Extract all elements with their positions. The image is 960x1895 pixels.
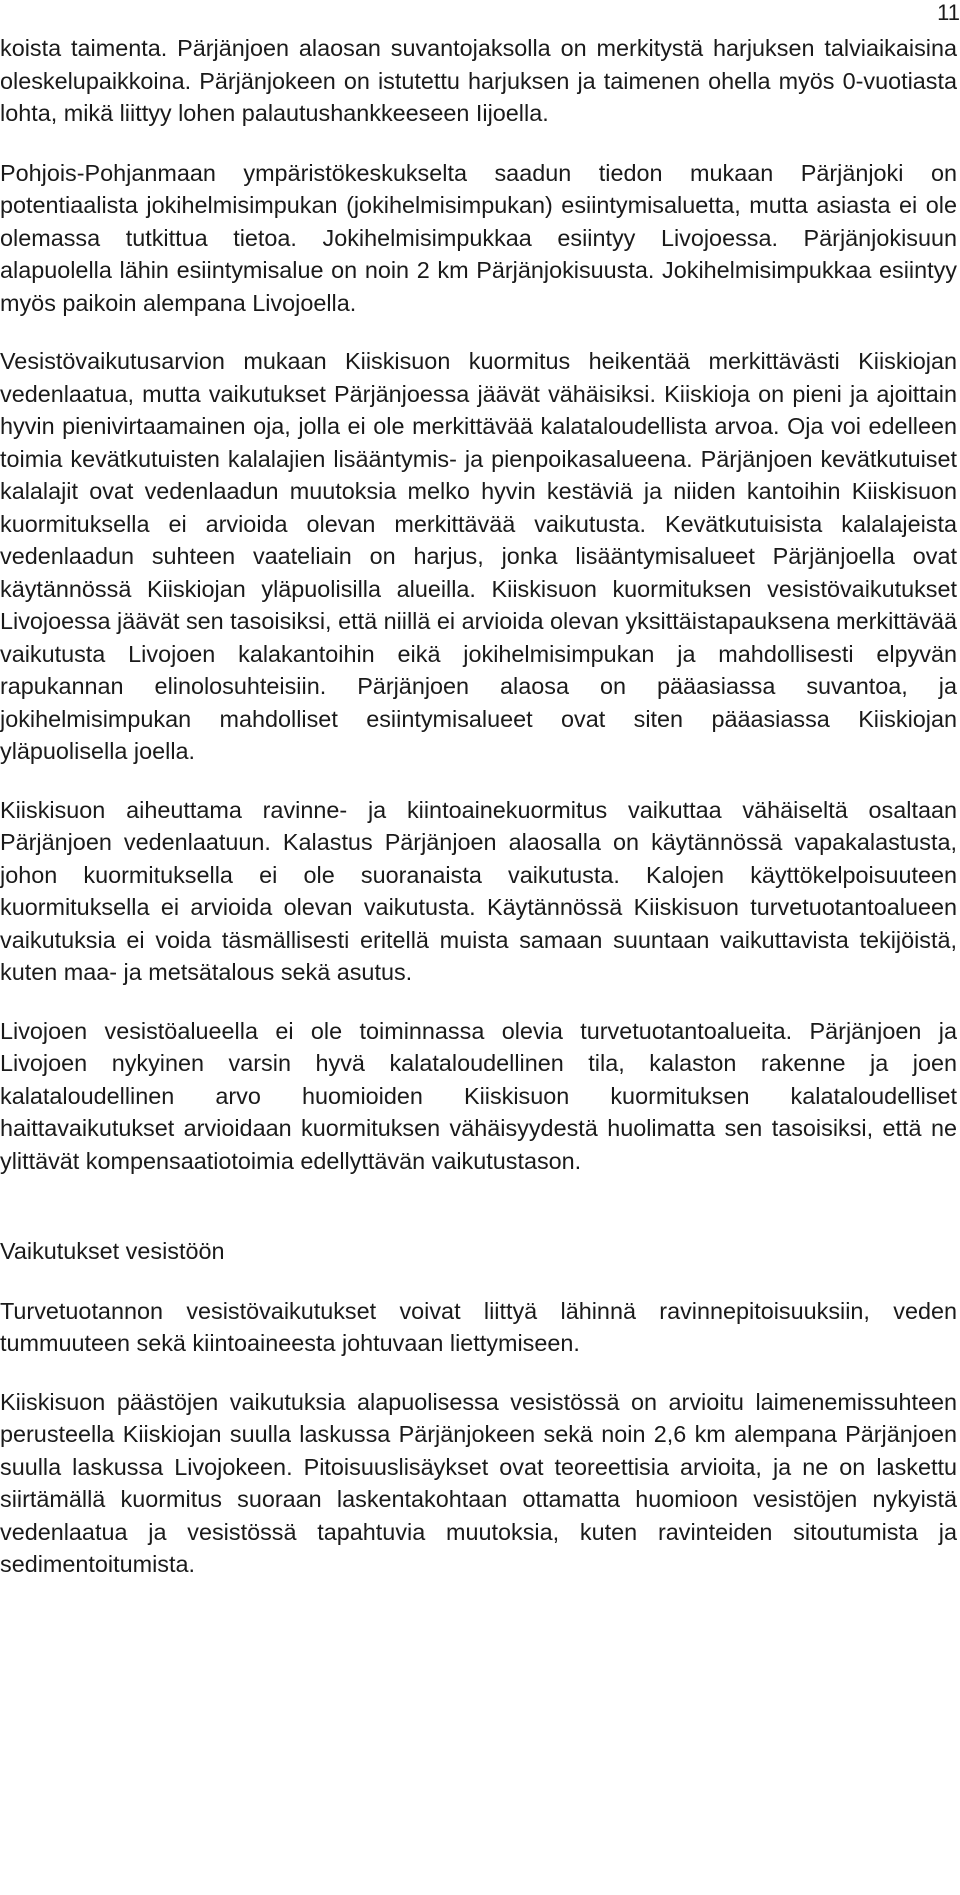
paragraph: Vesistövaikutusarvion mukaan Kiiskisuon kuormitus heikentää merkittävästi Kiiskiojan vedenlaatua, mutta vaikutukset Pärjänjoessa jäävät vähäisiksi. Kiiskioja on pieni ja ajoittain hyvin pienivirtaamainen oja, jolla ei ole merkittävää kalataloudellista arvoa. Oja voi edelleen toimia kevätkutuisten kalalajien lisääntymis- ja pienpoikasalueena. Pärjänjoen kevätkutuiset kalalajit ovat vedenlaadun muutoksia melko hyvin kestäviä ja niiden kantoihin Kiiskisuon kuormituksella ei arvioida olevan merkittävää vaikutusta. Kevätkutuisista kalalajeista vedenlaadun suhteen vaateliain on harjus, jonka lisääntymisalueet Pärjänjoella ovat käytännössä Kiiskiojan yläpuolisilla alueilla. Kiiskisuon kuormituksen vesistövaikutukset Livojoessa jäävät sen tasoisiksi, että niillä ei arvioida olevan yksittäistapauksena merkittävää vaikutusta Livojoen kalakantoihin eikä jokihelmisimpukan ja mahdollisesti elpyvän rapukannan elinolosuhteisiin. Pärjänjoen alaosa on pääasiassa suvantoa, ja jokihelmisimpukan mahdolliset esiintymisalueet ovat siten pääasiassa Kiiskiojan yläpuolisella joella. [0,348,957,764]
section-heading: Vaikutukset vesistöön [0,1238,225,1264]
page-number: 11 [937,0,960,25]
paragraph: Turvetuotannon vesistövaikutukset voivat liittyä lähinnä ravinnepitoisuuksiin, veden tummuuteen sekä kiintoaineesta johtuvaan liettymiseen. [0,1297,957,1356]
document-body [0,32,957,1581]
paragraph: koista taimenta. Pärjänjoen alaosan suvantojaksolla on merkitystä harjuksen talviaikaisina oleskelupaikkoina. Pärjänjokeen on istutettu harjuksen ja taimenen ohella myös 0-vuotiasta lohta, mikä liittyy lohen palautushankkeeseen Iijoella. [0,35,957,126]
paragraph: Livojoen vesistöalueella ei ole toiminnassa olevia turvetuotantoalueita. Pärjänjoen ja Livojoen nykyinen varsin hyvä kalataloudellinen tila, kalaston rakenne ja joen kalataloudellinen arvo huomioiden Kiiskisuon kuormituksen kalataloudelliset haittavaikutukset arvioidaan kuormituksen vähäisyydestä huolimatta sen tasoisiksi, että ne ylittävät kompensaatiotoimia edellyttävän vaikutustason. [0,1017,957,1174]
paragraph: Kiiskisuon aiheuttama ravinne- ja kiintoainekuormitus vaikuttaa vähäiseltä osaltaan Pärjänjoen vedenlaatuun. Kalastus Pärjänjoen alaosalla on käytännössä vapakalastusta, johon kuormituksella ei ole suoranaista vaikutusta. Kalojen käyttökelpoisuuteen kuormituksella ei arvioida olevan vaikutusta. Käytännössä Kiiskisuon turvetuotantoalueen vaikutuksia ei voida täsmällisesti eritellä muista samaan suuntaan vaikuttavista tekijöistä, kuten maa- ja metsätalous sekä asutus. [0,796,957,985]
paragraph: Kiiskisuon päästöjen vaikutuksia alapuolisessa vesistössä on arvioitu laimenemissuhteen perusteella Kiiskiojan suulla laskussa Pärjänjokeen sekä noin 2,6 km alempana Pärjänjoen suulla laskussa Livojokeen. Pitoisuuslisäykset ovat teoreettisia arvioita, ja ne on laskettu siirtämällä kuormitus suoraan laskentakohtaan ottamatta huomioon vesistöjen nykyistä vedenlaatua ja vesistössä tapahtuvia muutoksia, kuten ravinteiden sitoutumista ja sedimentoitumista. [0,1388,957,1577]
paragraph: Pohjois-Pohjanmaan ympäristökeskukselta saadun tiedon mukaan Pärjänjoki on potentiaalista jokihelmisimpukan (jokihelmisimpukan) esiintymisaluetta, mutta asiasta ei ole olemassa tutkittua tietoa. Jokihelmisimpukkaa esiintyy Livojoessa. Pärjänjokisuun alapuolella lähin esiintymisalue on noin 2 km Pärjänjokisuusta. Jokihelmisimpukkaa esiintyy myös paikoin alempana Livojoella. [0,159,957,316]
